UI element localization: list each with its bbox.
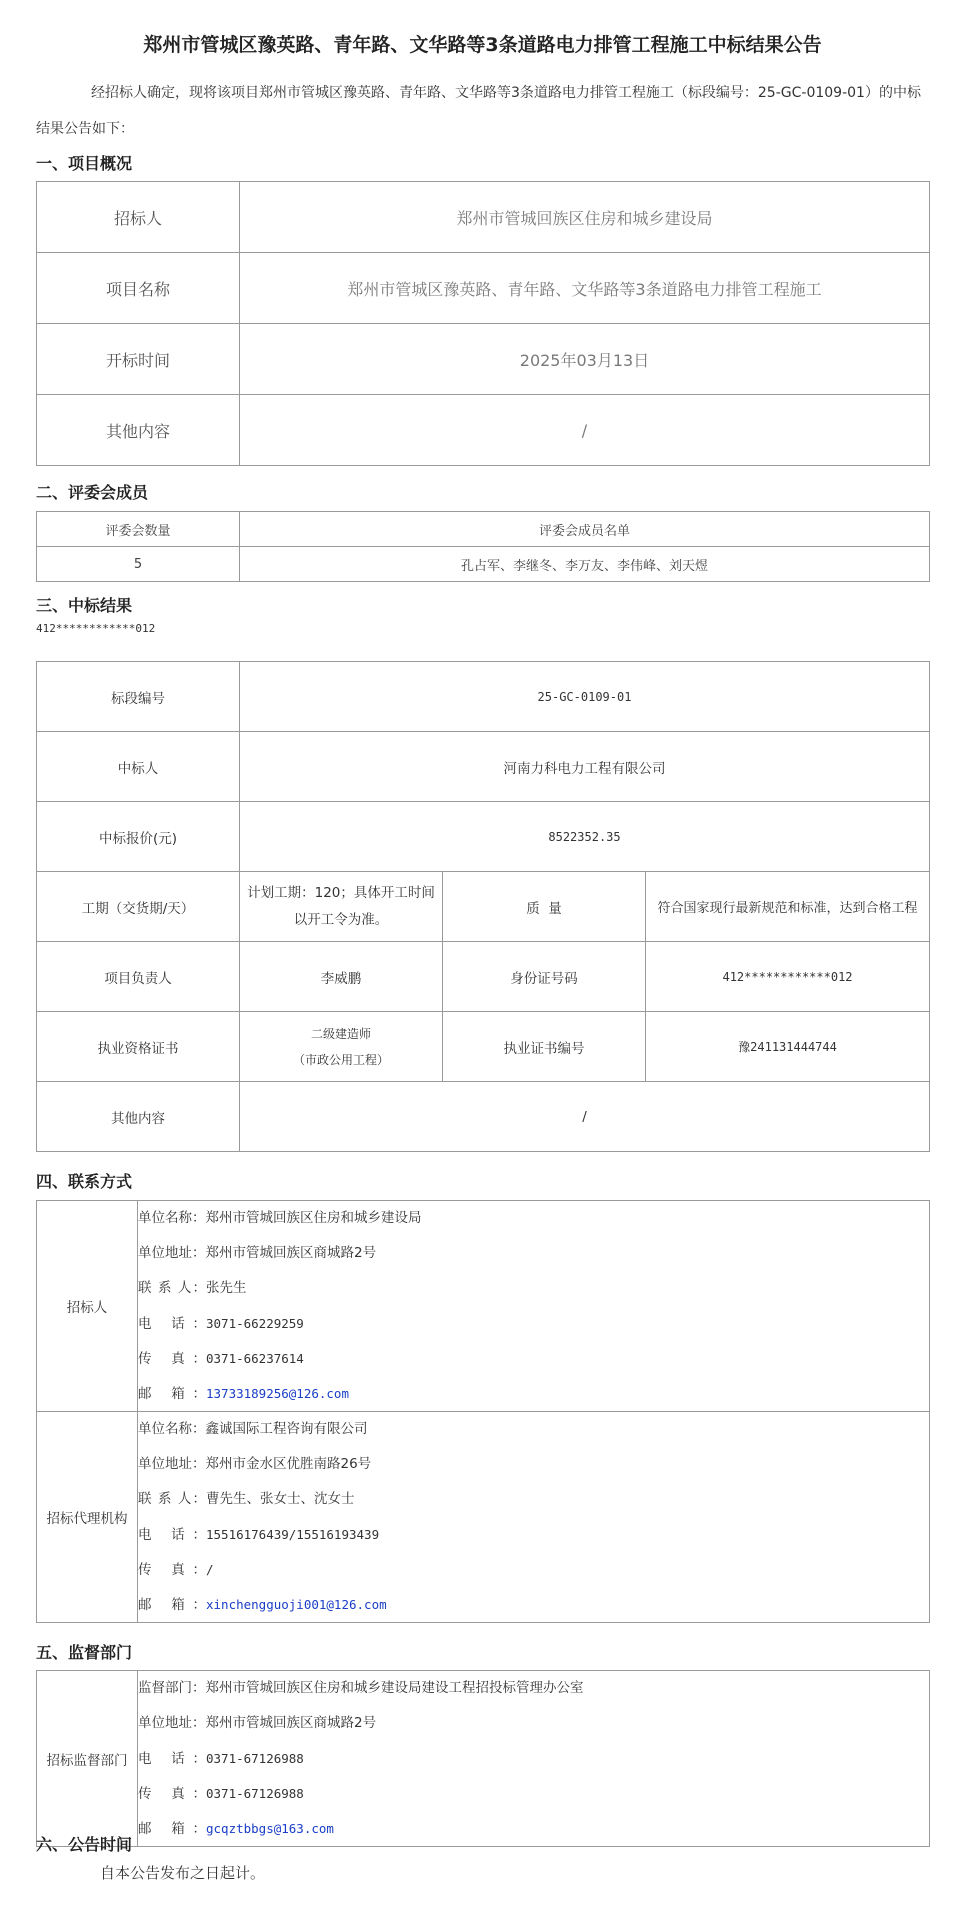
contact-details xyxy=(138,1412,930,1623)
fax: 0371-66237614 xyxy=(206,1351,304,1366)
contact-person-line xyxy=(138,1271,929,1306)
committee-count: 5 xyxy=(37,547,240,582)
table-row xyxy=(37,1412,930,1623)
unit-name-line xyxy=(138,1412,929,1447)
field-label: 传 真： xyxy=(138,1562,206,1578)
table-row xyxy=(37,662,930,732)
contact-person-line xyxy=(138,1482,929,1517)
field-label: 电 话： xyxy=(138,1751,206,1767)
construction-period xyxy=(240,872,443,942)
table-row xyxy=(37,1671,930,1847)
result-label: 身份证号码 xyxy=(443,942,646,1012)
intro-paragraph: 经招标人确定，现将该项目郑州市管城区豫英路、青年路、文华路等3条道路电力排管工程施工（标段编号：25-GC-0109-01）的中标结果公告如下： xyxy=(36,85,921,137)
address: 郑州市管城回族区商城路2号 xyxy=(205,1245,377,1261)
table-row xyxy=(37,182,930,253)
field-label: 联 系 人： xyxy=(138,1280,206,1296)
field-label: 邮 箱： xyxy=(138,1597,206,1613)
field-label: 邮 箱： xyxy=(138,1821,206,1837)
winning-bidder: 河南力科电力工程有限公司 xyxy=(240,732,930,802)
email-link[interactable]: 13733189256@126.com xyxy=(206,1386,349,1401)
section-heading-contacts: 四、联系方式 xyxy=(36,1172,133,1191)
supervision-dept: 郑州市管城回族区住房和城乡建设局建设工程招投标管理办公室 xyxy=(205,1680,584,1696)
result-label: 中标报价(元) xyxy=(37,802,240,872)
contact-details xyxy=(138,1201,930,1412)
phone: 0371-67126988 xyxy=(206,1751,304,1766)
contact-person: 张先生 xyxy=(206,1280,247,1296)
fax: 0371-67126988 xyxy=(206,1786,304,1801)
table-row xyxy=(37,324,930,395)
result-label: 项目负责人 xyxy=(37,942,240,1012)
supervision-table xyxy=(36,1670,930,1847)
unit-name: 郑州市管城回族区住房和城乡建设局 xyxy=(205,1210,422,1226)
section-heading-overview: 一、项目概况 xyxy=(36,154,133,173)
field-label: 单位地址： xyxy=(138,1715,206,1731)
fax-line xyxy=(138,1341,929,1376)
dept-line xyxy=(138,1671,929,1706)
contact-role: 招标人 xyxy=(37,1201,138,1412)
supervision-role: 招标监督部门 xyxy=(37,1671,138,1847)
overview-value: 郑州市管城回族区住房和城乡建设局 xyxy=(240,182,930,253)
other-content: / xyxy=(240,1082,930,1152)
phone: 15516176439/15516193439 xyxy=(206,1527,380,1542)
address-line xyxy=(138,1236,929,1271)
address-line xyxy=(138,1447,929,1482)
phone-line xyxy=(138,1517,929,1552)
field-label: 监督部门： xyxy=(138,1680,206,1696)
fax: / xyxy=(206,1562,214,1577)
phone: 3071-66229259 xyxy=(206,1316,304,1331)
field-label: 联 系 人： xyxy=(138,1491,206,1507)
address: 郑州市金水区优胜南路26号 xyxy=(205,1456,372,1472)
project-overview-table xyxy=(36,181,930,466)
period-line-2: 以开工令为准。 xyxy=(293,911,389,928)
field-label: 单位名称： xyxy=(138,1421,206,1437)
cert-line-1: 二级建造师 xyxy=(310,1026,371,1041)
result-label: 中标人 xyxy=(37,732,240,802)
table-row xyxy=(37,395,930,466)
table-header-row xyxy=(37,512,930,547)
result-label: 标段编号 xyxy=(37,662,240,732)
email-line xyxy=(138,1811,929,1846)
email-line xyxy=(138,1587,929,1622)
bidder-code: 412************012 xyxy=(36,622,156,635)
cert-number: 豫241131444744 xyxy=(646,1012,930,1082)
committee-table xyxy=(36,511,930,582)
result-table xyxy=(36,661,930,1152)
table-row xyxy=(37,732,930,802)
result-label: 执业资格证书 xyxy=(37,1012,240,1082)
overview-value: 郑州市管城区豫英路、青年路、文华路等3条道路电力排管工程施工 xyxy=(240,253,930,324)
committee-members: 孔占军、李继冬、李万友、李伟峰、刘天煜 xyxy=(240,547,930,582)
project-manager: 李威鹏 xyxy=(240,942,443,1012)
table-row xyxy=(37,1082,930,1152)
field-label: 电 话： xyxy=(138,1527,206,1543)
email-link[interactable]: gcqztbbgs@163.com xyxy=(206,1821,334,1836)
id-number: 412************012 xyxy=(646,942,930,1012)
overview-label: 招标人 xyxy=(37,182,240,253)
field-label: 单位地址： xyxy=(138,1245,206,1261)
cert-line-2: （市政公用工程） xyxy=(292,1052,389,1067)
overview-label: 其他内容 xyxy=(37,395,240,466)
field-label: 传 真： xyxy=(138,1351,206,1367)
table-row xyxy=(37,1201,930,1412)
table-row xyxy=(37,942,930,1012)
field-label: 单位名称： xyxy=(138,1210,206,1226)
fax-line xyxy=(138,1776,929,1811)
quality-standard: 符合国家现行最新规范和标准，达到合格工程 xyxy=(646,872,930,942)
table-row xyxy=(37,802,930,872)
result-label: 质 量 xyxy=(443,872,646,942)
contact-role: 招标代理机构 xyxy=(37,1412,138,1623)
overview-value: / xyxy=(240,395,930,466)
field-label: 单位地址： xyxy=(138,1456,206,1472)
field-label: 传 真： xyxy=(138,1786,206,1802)
period-line-1: 计划工期：120；具体开工时间 xyxy=(247,884,435,901)
table-row xyxy=(37,253,930,324)
address-line xyxy=(138,1706,929,1741)
section-heading-supervision: 五、监督部门 xyxy=(36,1643,133,1662)
field-label: 邮 箱： xyxy=(138,1386,206,1402)
section-heading-result: 三、中标结果 xyxy=(36,596,133,615)
section-heading-committee: 二、评委会成员 xyxy=(36,483,149,502)
contact-person: 曹先生、张女士、沈女士 xyxy=(206,1491,355,1507)
phone-line xyxy=(138,1741,929,1776)
result-label: 其他内容 xyxy=(37,1082,240,1152)
overview-label: 开标时间 xyxy=(37,324,240,395)
result-label: 工期（交货期/天） xyxy=(37,872,240,942)
column-header: 评委会数量 xyxy=(37,512,240,547)
contacts-table xyxy=(36,1200,930,1623)
page-title: 郑州市管城区豫英路、青年路、文华路等3条道路电力排管工程施工中标结果公告 xyxy=(143,34,822,56)
unit-name: 鑫诚国际工程咨询有限公司 xyxy=(205,1421,368,1437)
email-line xyxy=(138,1376,929,1411)
field-label: 电 话： xyxy=(138,1316,206,1332)
section-heading-announcement: 六、公告时间 xyxy=(36,1835,133,1854)
result-label: 执业证书编号 xyxy=(443,1012,646,1082)
overview-label: 项目名称 xyxy=(37,253,240,324)
table-row xyxy=(37,547,930,582)
email-link[interactable]: xinchengguoji001@126.com xyxy=(206,1597,387,1612)
unit-name-line xyxy=(138,1201,929,1236)
announcement-time: 自本公告发布之日起计。 xyxy=(100,1864,266,1882)
address: 郑州市管城回族区商城路2号 xyxy=(205,1715,377,1731)
overview-value: 2025年03月13日 xyxy=(240,324,930,395)
fax-line xyxy=(138,1552,929,1587)
qualification-cert xyxy=(240,1012,443,1082)
bid-price: 8522352.35 xyxy=(240,802,930,872)
table-row xyxy=(37,872,930,942)
table-row xyxy=(37,1012,930,1082)
supervision-details xyxy=(138,1671,930,1847)
section-number: 25-GC-0109-01 xyxy=(240,662,930,732)
column-header: 评委会成员名单 xyxy=(240,512,930,547)
phone-line xyxy=(138,1306,929,1341)
